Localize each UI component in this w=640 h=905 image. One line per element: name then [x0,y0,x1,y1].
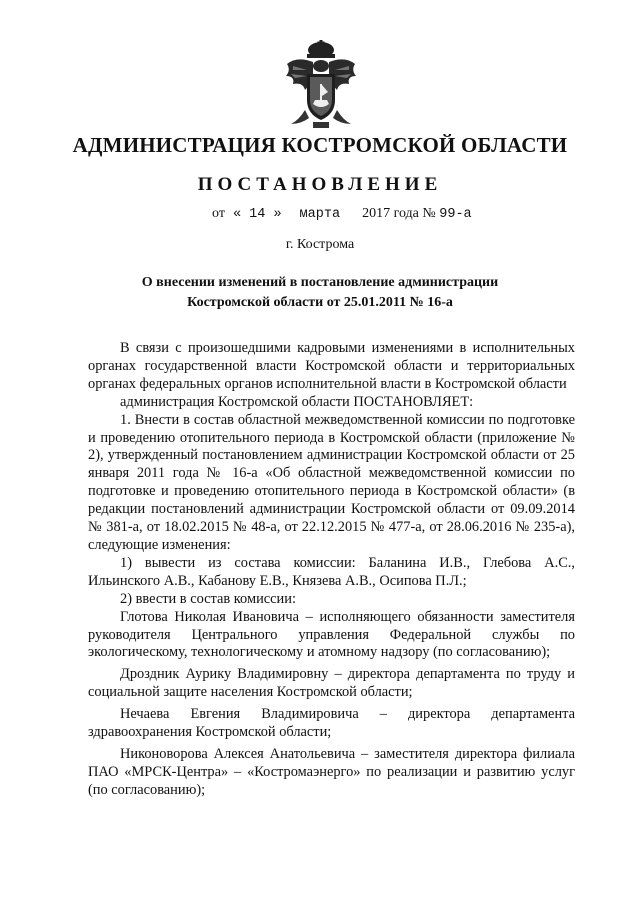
body-paragraph: 1. Внести в состав областной межведомственной комиссии по подготовке и проведению отопительного периода в Костромской области (приложение № 2), утвержденный постановлением администрации Костромской области от 25 января 2011 года № 16-а «Об областной межведомственной комиссии по подготовке и проведению отопительного периода в Костромской области» (в редакции постановлений администрации Костромской области от 09.09.2014 № 381-а, от 18.02.2015 № 48-а, от 22.12.2015 № 477-а, от 28.06.2016 № 235-а), следующие изменения: [88,411,575,553]
date-month: марта [299,207,341,222]
date-year-number-label: 2017 года № [362,206,436,221]
body-paragraph: 2) ввести в состав комиссии: [120,590,296,607]
document-date-line [212,206,472,222]
body-paragraph: Дроздник Аурику Владимировну – директора департамента по труду и социальной защите населения Костромской области; [88,666,575,701]
document-number: 99-а [439,207,472,222]
date-from-label: от [212,206,225,221]
organization-title: АДМИНИСТРАЦИЯ КОСТРОМСКОЙ ОБЛАСТИ [72,133,568,157]
body-paragraph: Нечаева Евгения Владимировича – директора департамента здравоохранения Костромской области; [88,706,575,741]
document-subject [0,273,640,313]
body-paragraph: Глотова Николая Ивановича – исполняющего обязанности заместителя руководителя Центрального управления Федеральной службы по экологическому, технологическому и атомному надзору (по согласованию); [88,608,575,661]
body-paragraph: администрация Костромской области ПОСТАНОВЛЯЕТ: [120,393,474,410]
document-body [88,340,575,800]
document-city: г. Кострома [285,237,355,252]
body-paragraph: Никоноворова Алексея Анатольевича – заместителя директора филиала ПАО «МРСК-Центра» – «Костромаэнерго» по реализации и развитию услуг (по согласованию); [88,745,575,798]
body-paragraph: В связи с произошедшими кадровыми изменениями в исполнительных органах государственной власти Костромской области и территориальных органах федеральных органов исполнительной власти в Костромской области [88,340,575,392]
subject-line: О внесении изменений в постановление администрации [141,275,499,290]
body-paragraph: 1) вывести из состава комиссии: Баланина И.В., Глебова А.С., Ильинского А.В., Кабанову Е.В., Князева А.В., Осипова П.Л.; [88,554,575,589]
subject-line: Костромской области от 25.01.2011 № 16-а [187,295,453,310]
document-type: ПОСТАНОВЛЕНИЕ [197,174,443,195]
coat-of-arms-icon [283,40,359,132]
date-day: « 14 » [232,207,282,222]
